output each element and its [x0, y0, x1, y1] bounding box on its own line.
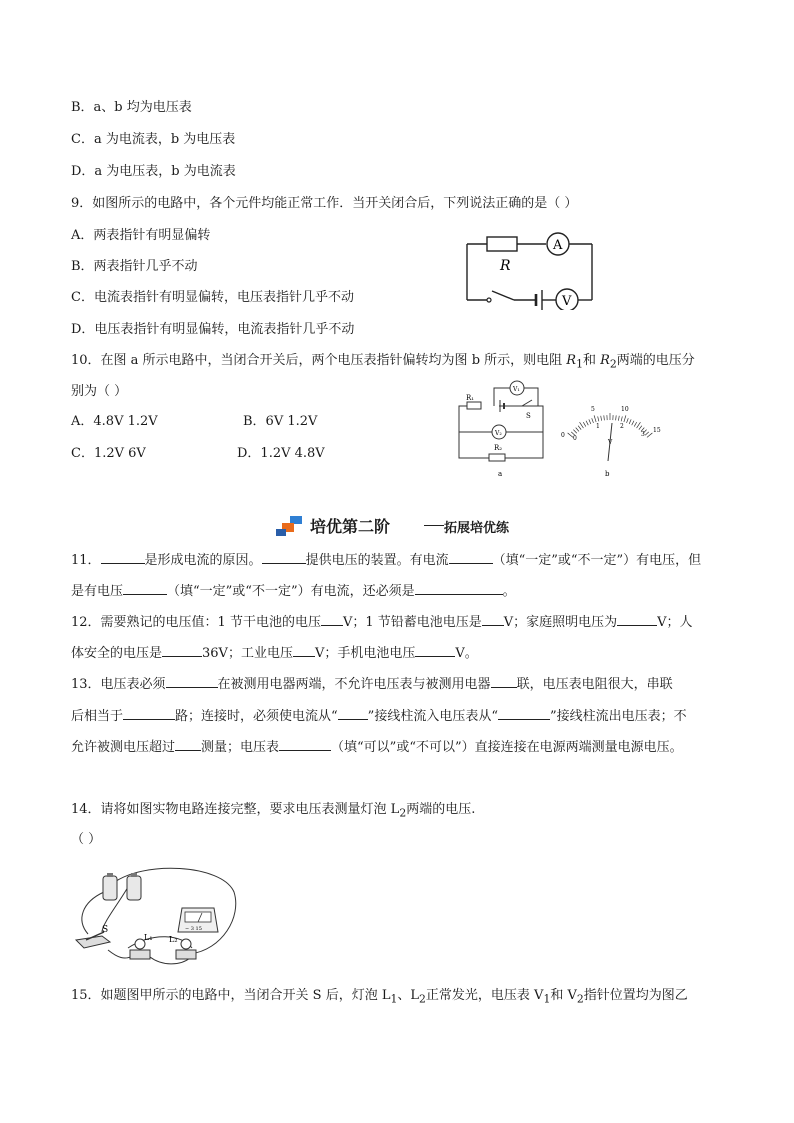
q10-option-c: C．1.2V 6V	[71, 446, 146, 461]
q10-b-caption: b	[605, 470, 610, 478]
q14-sub: 2	[399, 806, 407, 820]
q10-meter-figure-b	[558, 398, 670, 484]
q10-b-tick-5: 5	[591, 406, 595, 413]
q8-option-c: C．a 为电流表，b 为电压表	[71, 132, 236, 147]
q9-option-c: C．电流表指针有明显偏转，电压表指针几乎不动	[71, 290, 354, 305]
q12-line2	[71, 642, 478, 664]
q8-option-b: B．a、b 均为电压表	[71, 100, 192, 115]
q15-text-d: 和 V	[550, 988, 577, 1003]
q13-line2	[71, 705, 687, 727]
q13-blank-7[interactable]	[279, 736, 331, 751]
q9-ammeter-label: A	[553, 238, 563, 253]
bulb-l2-icon	[176, 939, 196, 959]
q11-text-4: （填“一定”或“不一定”）有电压，但	[492, 553, 702, 568]
q11-line2	[71, 580, 516, 602]
q12-blank-5[interactable]	[293, 642, 315, 657]
q11-num: 11．	[71, 553, 101, 568]
q13-line1	[71, 673, 673, 695]
section-subtitle: 拓展培优练	[444, 521, 510, 536]
meter-tick	[573, 430, 576, 434]
meter-tick	[618, 416, 619, 421]
q10-r2: R	[600, 353, 610, 368]
q13-text-6: ”接线柱流入电压表从“	[367, 709, 498, 724]
q14-stem-b: 两端的电压.	[406, 802, 476, 817]
meter-tick	[616, 415, 617, 420]
q13-text-8: 允许被测电压超过	[71, 740, 176, 755]
q10-stem	[71, 351, 695, 375]
q14-meter-terminals: − 3 15	[185, 926, 202, 932]
q10-option-d: D．1.2V 4.8V	[237, 446, 325, 461]
q11-text-6: （填“一定”或“不一定”）有电流，还必须是	[167, 584, 415, 599]
q13-text-7: ”接线柱流出电压表；不	[549, 709, 687, 724]
q10-circuit-figure-a	[454, 376, 554, 484]
q11-blank-5[interactable]	[415, 580, 503, 595]
q13-text-5: 路；连接时，必须使电流从“	[175, 709, 338, 724]
q9-option-a: A．两表指针有明显偏转	[71, 228, 211, 243]
q15-text-c: 正常发光，电压表 V	[425, 988, 544, 1003]
q10-a-r2: R₂	[494, 444, 503, 452]
q13-text-2: 在被测用电器两端，不允许电压表与被测用电器	[217, 677, 491, 692]
section-logo-icon-part	[276, 529, 286, 536]
q12-blank-6[interactable]	[415, 642, 455, 657]
q11-text-2: 是形成电流的原因。	[144, 553, 262, 568]
q15-sub-1: 1	[390, 992, 398, 1006]
q9-resistor-label: R	[500, 258, 511, 274]
q13-text-10: （填“可以”或“不可以”）直接连接在电源两端测量电源电压。	[331, 740, 683, 755]
meter-tick	[645, 432, 649, 435]
q10-option-a: A．4.8V 1.2V	[71, 414, 158, 429]
q12-blank-3[interactable]	[617, 611, 657, 626]
q12-text-2: V；1 节铅蓄电池电压是	[342, 615, 482, 630]
q9-option-b: B．两表指针几乎不动	[71, 259, 198, 274]
section-dash	[424, 525, 444, 526]
meter-tick	[632, 421, 634, 425]
q15-stem	[71, 986, 688, 1010]
q10-a-switch: S	[526, 412, 531, 420]
meter-tick	[624, 415, 626, 422]
q12-text-1: 12．需要熟记的电压值：1 节干电池的电压	[71, 615, 321, 630]
q12-line1	[71, 611, 693, 633]
q9-stem: 9．如图所示的电路中，各个元件均能正常工作．当开关闭合后，下列说法正确的是（ ）	[71, 196, 578, 211]
q10-r1: R	[566, 353, 577, 368]
q13-text-1: 13．电压表必须	[71, 677, 166, 692]
meter-tick	[627, 418, 629, 423]
q14-physical-circuit-figure	[72, 862, 242, 967]
q10-b-unit: V	[608, 439, 613, 446]
q10-b-tick-0: 0	[561, 432, 565, 439]
q10-a-v1: V₁	[513, 386, 520, 393]
q10-b-tick-15: 15	[653, 427, 661, 434]
q12-text-6: 36V；工业电压	[202, 646, 293, 661]
q12-text-3: V；家庭照明电压为	[503, 615, 618, 630]
q13-blank-3[interactable]	[123, 705, 175, 720]
q10-stem-and: 和	[582, 353, 601, 368]
q13-text-9: 测量；电压表	[201, 740, 280, 755]
q13-blank-4[interactable]	[338, 705, 368, 720]
q11-blank-4[interactable]	[123, 580, 167, 595]
q13-line3	[71, 736, 683, 758]
q10-a-caption: a	[498, 470, 503, 478]
q10-b-tick-inner-1: 1	[596, 423, 600, 430]
q10-r2-sub: 2	[609, 357, 617, 371]
q14-stem-a: 14．请将如图实物电路连接完整，要求电压表测量灯泡 L	[71, 802, 400, 817]
q11-blank-3[interactable]	[449, 549, 493, 564]
q11-text-3: 提供电压的装置。有电流	[305, 553, 449, 568]
q12-blank-4[interactable]	[162, 642, 202, 657]
meter-tick	[576, 428, 579, 432]
q11-text-7: 。	[502, 584, 516, 599]
meter-tick	[637, 422, 641, 428]
q13-blank-1[interactable]	[166, 673, 218, 688]
voltmeter-device-icon	[178, 908, 218, 932]
q15-sub-2: 2	[419, 992, 426, 1006]
q14-stem	[71, 800, 475, 824]
q12-text-8: V。	[455, 646, 478, 661]
q9-circuit-figure	[460, 228, 605, 310]
q10-r1-sub: 1	[576, 357, 583, 371]
meter-tick	[592, 418, 594, 423]
meter-tick	[580, 422, 584, 428]
bulb-l1-icon	[130, 939, 150, 959]
q10-stem-b: 两端的电压分	[616, 353, 695, 368]
q9-voltmeter-label: V	[562, 294, 572, 309]
q9-option-d: D．电压表指针有明显偏转，电流表指针几乎不动	[71, 322, 355, 337]
q14-l2-label: L₂	[169, 935, 178, 944]
q12-blank-1[interactable]	[321, 611, 343, 626]
q10-b-tick-inner-0: 0	[573, 435, 577, 442]
meter-tick	[598, 416, 599, 421]
q13-blank-6[interactable]	[175, 736, 201, 751]
q10-a-v2: V₂	[495, 430, 502, 437]
meter-tick	[586, 421, 588, 425]
q15-text-b: 、L	[397, 988, 420, 1003]
meter-tick	[629, 419, 631, 424]
section-title: 培优第二阶	[310, 517, 391, 536]
meter-tick	[589, 419, 591, 424]
q13-text-4: 后相当于	[71, 709, 124, 724]
q12-text-5: 体安全的电压是	[71, 646, 163, 661]
meter-tick	[578, 426, 581, 430]
meter-tick	[601, 416, 602, 421]
q8-option-d: D．a 为电压表，b 为电流表	[71, 164, 236, 179]
q15-text-e: 指针位置均为图乙	[583, 988, 688, 1003]
section-heading	[276, 511, 556, 537]
q15-text-a: 15．如题图甲所示的电路中，当闭合开关 S 后，灯泡 L	[71, 988, 391, 1003]
q11-line1	[71, 549, 701, 571]
q10-stem-line2: 别为（ ）	[71, 384, 128, 399]
meter-tick	[634, 422, 637, 426]
q14-switch-label: S	[102, 925, 109, 935]
q10-b-tick-inner-2: 2	[620, 423, 624, 430]
q13-blank-2[interactable]	[491, 673, 517, 688]
q10-b-tick-inner-3: 3	[641, 431, 645, 438]
q10-stem-a: 10．在图 a 所示电路中，当闭合开关后，两个电压表指针偏转均为图 b 所示，则电阻	[71, 353, 567, 368]
q12-text-7: V；手机电池电压	[314, 646, 416, 661]
meter-tick	[604, 415, 605, 420]
q11-text-5: 是有电压	[71, 584, 124, 599]
q12-text-4: V；人	[657, 615, 693, 630]
meter-tick	[621, 416, 622, 421]
q10-a-r1: R₁	[466, 394, 475, 402]
q10-b-tick-10: 10	[621, 406, 629, 413]
meter-tick	[647, 433, 652, 437]
q14-l1-label: L₁	[144, 933, 153, 942]
meter-tick	[639, 426, 642, 430]
q14-paren: （ ）	[71, 832, 102, 847]
q11-blank-2[interactable]	[262, 549, 306, 564]
q13-text-3: 联，电压表电阻很大，串联	[516, 677, 673, 692]
q15-sub-3: 1	[543, 992, 551, 1006]
q13-blank-5[interactable]	[498, 705, 550, 720]
q12-blank-2[interactable]	[482, 611, 504, 626]
meter-tick	[594, 415, 596, 422]
q15-sub-4: 2	[576, 992, 584, 1006]
meter-tick	[583, 422, 586, 426]
q11-blank-1[interactable]	[101, 549, 145, 564]
q10-option-b: B．6V 1.2V	[243, 414, 318, 429]
